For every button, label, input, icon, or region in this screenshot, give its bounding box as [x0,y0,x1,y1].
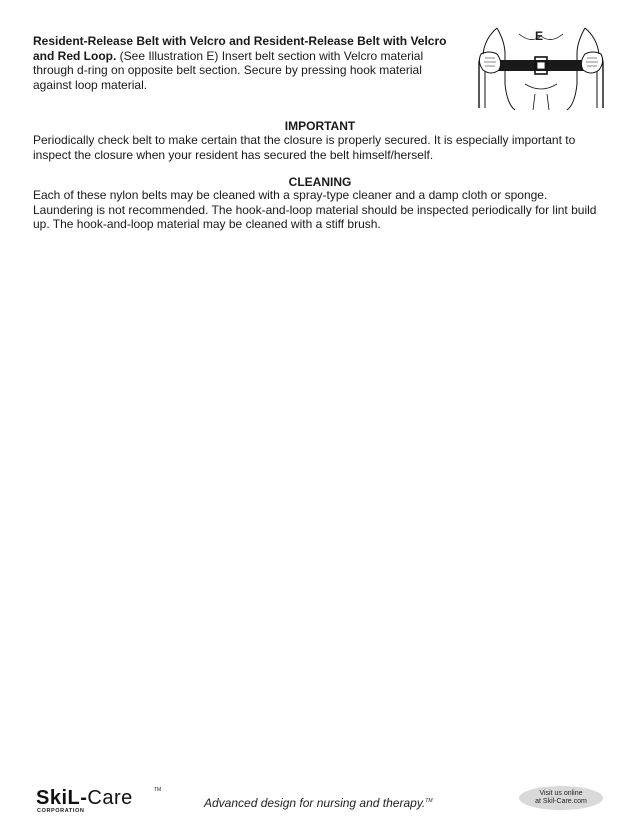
intro-lead: Resident-Release Belt with Velcro and Resident-Release Belt with Velcro and Red Loop. [33,34,447,63]
cleaning-text: Each of these nylon belts may be cleaned with a spray-type cleaner and a damp cloth or sponge. Laundering is not recommended. The hook-and-loop material should be inspected periodically for lint build up. The hook-and-loop material may be cleaned with a stiff brush. [33,188,597,231]
intro-body: (See Illustration E) Insert belt section with Velcro material through d-ring on opposite belt section. Secure by pressing hook material against loop material. [33,48,424,92]
logo-skil: SkiL- [36,787,88,809]
important-heading: IMPORTANT [284,119,356,133]
important-text: Periodically check belt to make certain that the closure is properly secured. It is especially important to inspect the closure when your resident has secured the belt himself/herself. [33,133,576,162]
skil-care-logo [36,787,164,817]
visit-line-2: at Skil-Care.com [535,798,587,805]
visit-line-1: Visit us online [539,790,583,797]
logo-corporation: CORPORATION [37,808,85,814]
illustration-letter: E [535,29,544,43]
logo-care: Care [87,787,133,809]
logo-wordmark [36,787,133,810]
intro-paragraph [33,34,463,92]
visit-online-badge[interactable] [519,786,603,810]
cleaning-heading: CLEANING [288,175,352,189]
footer-tagline [204,796,433,810]
tagline-text: Advanced design for nursing and therapy. [204,796,426,810]
tagline-trademark: TM [425,798,433,804]
logo-trademark: TM [154,787,162,793]
